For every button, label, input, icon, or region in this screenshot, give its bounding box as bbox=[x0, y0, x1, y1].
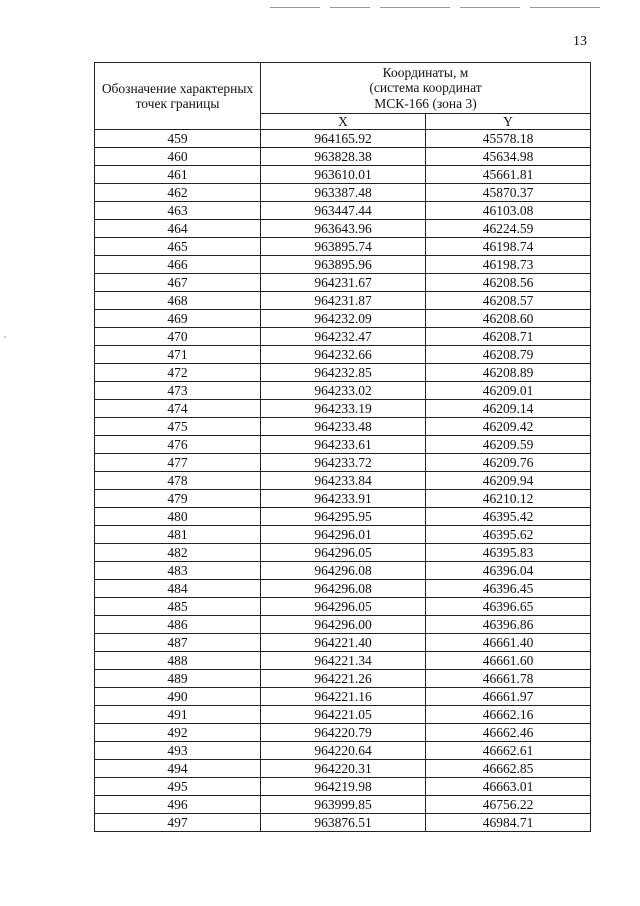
y-coordinate-cell: 46662.61 bbox=[426, 742, 591, 760]
x-coordinate-cell: 964233.61 bbox=[261, 436, 426, 454]
table-row bbox=[95, 742, 591, 760]
y-coordinate-cell: 46663.01 bbox=[426, 778, 591, 796]
y-coordinate-cell: 46224.59 bbox=[426, 220, 591, 238]
header-rule bbox=[530, 7, 600, 8]
x-coordinate-cell: 963876.51 bbox=[261, 814, 426, 832]
y-coordinate-cell: 46208.60 bbox=[426, 310, 591, 328]
point-id-cell: 490 bbox=[95, 688, 261, 706]
table-row bbox=[95, 544, 591, 562]
x-coordinate-cell: 963828.38 bbox=[261, 148, 426, 166]
x-coordinate-cell: 964233.02 bbox=[261, 382, 426, 400]
y-coordinate-cell: 46395.62 bbox=[426, 526, 591, 544]
y-coordinate-cell: 46662.46 bbox=[426, 724, 591, 742]
point-id-cell: 459 bbox=[95, 130, 261, 148]
y-coordinate-cell: 45634.98 bbox=[426, 148, 591, 166]
point-id-cell: 465 bbox=[95, 238, 261, 256]
x-coordinate-cell: 964220.31 bbox=[261, 760, 426, 778]
y-coordinate-cell: 46662.16 bbox=[426, 706, 591, 724]
y-coordinate-cell: 46395.83 bbox=[426, 544, 591, 562]
table-row bbox=[95, 238, 591, 256]
y-coordinate-cell: 46208.57 bbox=[426, 292, 591, 310]
point-id-cell: 476 bbox=[95, 436, 261, 454]
point-id-cell: 478 bbox=[95, 472, 261, 490]
point-id-cell: 484 bbox=[95, 580, 261, 598]
point-id-cell: 475 bbox=[95, 418, 261, 436]
header-coordinates-line: МСК-166 (зона 3) bbox=[374, 95, 477, 111]
table-row bbox=[95, 634, 591, 652]
y-coordinate-cell: 46396.04 bbox=[426, 562, 591, 580]
x-coordinate-cell: 964232.09 bbox=[261, 310, 426, 328]
point-id-cell: 481 bbox=[95, 526, 261, 544]
header-x: X bbox=[261, 114, 426, 130]
y-coordinate-cell: 46208.89 bbox=[426, 364, 591, 382]
table-row bbox=[95, 202, 591, 220]
point-id-cell: 460 bbox=[95, 148, 261, 166]
header-coordinates-line: (система координат bbox=[369, 80, 482, 96]
x-coordinate-cell: 963895.74 bbox=[261, 238, 426, 256]
x-coordinate-cell: 964233.19 bbox=[261, 400, 426, 418]
header-rule bbox=[330, 7, 370, 8]
table-row bbox=[95, 454, 591, 472]
y-coordinate-cell: 46661.78 bbox=[426, 670, 591, 688]
table-row bbox=[95, 796, 591, 814]
table-row bbox=[95, 580, 591, 598]
point-id-cell: 488 bbox=[95, 652, 261, 670]
point-id-cell: 493 bbox=[95, 742, 261, 760]
point-id-cell: 494 bbox=[95, 760, 261, 778]
x-coordinate-cell: 964295.95 bbox=[261, 508, 426, 526]
x-coordinate-cell: 964220.79 bbox=[261, 724, 426, 742]
point-id-cell: 489 bbox=[95, 670, 261, 688]
table-row bbox=[95, 526, 591, 544]
point-id-cell: 473 bbox=[95, 382, 261, 400]
y-coordinate-cell: 46209.94 bbox=[426, 472, 591, 490]
point-id-cell: 477 bbox=[95, 454, 261, 472]
table-body bbox=[95, 130, 591, 832]
y-coordinate-cell: 45870.37 bbox=[426, 184, 591, 202]
point-id-cell: 497 bbox=[95, 814, 261, 832]
x-coordinate-cell: 964233.48 bbox=[261, 418, 426, 436]
x-coordinate-cell: 964165.92 bbox=[261, 130, 426, 148]
x-coordinate-cell: 963447.44 bbox=[261, 202, 426, 220]
point-id-cell: 479 bbox=[95, 490, 261, 508]
header-rule bbox=[380, 7, 450, 8]
x-coordinate-cell: 964296.05 bbox=[261, 544, 426, 562]
page-number: 13 bbox=[573, 34, 587, 49]
table-row bbox=[95, 706, 591, 724]
x-coordinate-cell: 964296.01 bbox=[261, 526, 426, 544]
table-row bbox=[95, 400, 591, 418]
table-row bbox=[95, 778, 591, 796]
table-row bbox=[95, 274, 591, 292]
point-id-cell: 474 bbox=[95, 400, 261, 418]
table-row bbox=[95, 652, 591, 670]
y-coordinate-cell: 46395.42 bbox=[426, 508, 591, 526]
y-coordinate-cell: 46756.22 bbox=[426, 796, 591, 814]
table-row bbox=[95, 130, 591, 148]
point-id-cell: 492 bbox=[95, 724, 261, 742]
point-id-cell: 482 bbox=[95, 544, 261, 562]
table-row bbox=[95, 364, 591, 382]
y-coordinate-cell: 46208.56 bbox=[426, 274, 591, 292]
y-coordinate-cell: 46198.73 bbox=[426, 256, 591, 274]
table-row bbox=[95, 184, 591, 202]
table-row bbox=[95, 436, 591, 454]
table-row bbox=[95, 724, 591, 742]
x-coordinate-cell: 964221.16 bbox=[261, 688, 426, 706]
table-row bbox=[95, 310, 591, 328]
table-row bbox=[95, 598, 591, 616]
x-coordinate-cell: 963999.85 bbox=[261, 796, 426, 814]
x-coordinate-cell: 964233.91 bbox=[261, 490, 426, 508]
point-id-cell: 471 bbox=[95, 346, 261, 364]
header-point-designation: Обозначение характерных точек границы bbox=[95, 63, 261, 130]
x-coordinate-cell: 963643.96 bbox=[261, 220, 426, 238]
x-coordinate-cell: 964232.66 bbox=[261, 346, 426, 364]
y-coordinate-cell: 46209.59 bbox=[426, 436, 591, 454]
table-row bbox=[95, 256, 591, 274]
y-coordinate-cell: 46661.60 bbox=[426, 652, 591, 670]
y-coordinate-cell: 46396.45 bbox=[426, 580, 591, 598]
coordinates-table bbox=[94, 62, 591, 832]
y-coordinate-cell: 46661.40 bbox=[426, 634, 591, 652]
table-row bbox=[95, 490, 591, 508]
y-coordinate-cell: 46208.71 bbox=[426, 328, 591, 346]
x-coordinate-cell: 964231.87 bbox=[261, 292, 426, 310]
point-id-cell: 480 bbox=[95, 508, 261, 526]
y-coordinate-cell: 46198.74 bbox=[426, 238, 591, 256]
point-id-cell: 462 bbox=[95, 184, 261, 202]
y-coordinate-cell: 46210.12 bbox=[426, 490, 591, 508]
x-coordinate-cell: 964221.40 bbox=[261, 634, 426, 652]
y-coordinate-cell: 46396.86 bbox=[426, 616, 591, 634]
y-coordinate-cell: 45578.18 bbox=[426, 130, 591, 148]
x-coordinate-cell: 964220.64 bbox=[261, 742, 426, 760]
table-row bbox=[95, 472, 591, 490]
x-coordinate-cell: 964232.47 bbox=[261, 328, 426, 346]
x-coordinate-cell: 963387.48 bbox=[261, 184, 426, 202]
y-coordinate-cell: 46661.97 bbox=[426, 688, 591, 706]
y-coordinate-cell: 46662.85 bbox=[426, 760, 591, 778]
x-coordinate-cell: 964296.08 bbox=[261, 580, 426, 598]
point-id-cell: 487 bbox=[95, 634, 261, 652]
header-rule bbox=[460, 7, 520, 8]
point-id-cell: 470 bbox=[95, 328, 261, 346]
x-coordinate-cell: 964233.84 bbox=[261, 472, 426, 490]
table-row bbox=[95, 328, 591, 346]
x-coordinate-cell: 964296.08 bbox=[261, 562, 426, 580]
point-id-cell: 466 bbox=[95, 256, 261, 274]
y-coordinate-cell: 46103.08 bbox=[426, 202, 591, 220]
point-id-cell: 485 bbox=[95, 598, 261, 616]
table-row bbox=[95, 814, 591, 832]
y-coordinate-cell: 46209.01 bbox=[426, 382, 591, 400]
table-row bbox=[95, 688, 591, 706]
x-coordinate-cell: 963610.01 bbox=[261, 166, 426, 184]
table-row bbox=[95, 670, 591, 688]
x-coordinate-cell: 964219.98 bbox=[261, 778, 426, 796]
table-row bbox=[95, 148, 591, 166]
point-id-cell: 463 bbox=[95, 202, 261, 220]
table-row bbox=[95, 616, 591, 634]
point-id-cell: 491 bbox=[95, 706, 261, 724]
table-row bbox=[95, 346, 591, 364]
x-coordinate-cell: 964221.05 bbox=[261, 706, 426, 724]
table-row bbox=[95, 220, 591, 238]
y-coordinate-cell: 46396.65 bbox=[426, 598, 591, 616]
x-coordinate-cell: 964231.67 bbox=[261, 274, 426, 292]
point-id-cell: 464 bbox=[95, 220, 261, 238]
point-id-cell: 469 bbox=[95, 310, 261, 328]
header-rule bbox=[270, 7, 320, 8]
table-row bbox=[95, 382, 591, 400]
table-row bbox=[95, 418, 591, 436]
table-row bbox=[95, 562, 591, 580]
point-id-cell: 483 bbox=[95, 562, 261, 580]
x-coordinate-cell: 964221.34 bbox=[261, 652, 426, 670]
point-id-cell: 467 bbox=[95, 274, 261, 292]
table-row bbox=[95, 760, 591, 778]
header-coordinates bbox=[261, 63, 591, 114]
y-coordinate-cell: 46209.14 bbox=[426, 400, 591, 418]
x-coordinate-cell: 964221.26 bbox=[261, 670, 426, 688]
y-coordinate-cell: 45661.81 bbox=[426, 166, 591, 184]
point-id-cell: 461 bbox=[95, 166, 261, 184]
point-id-cell: 468 bbox=[95, 292, 261, 310]
y-coordinate-cell: 46209.76 bbox=[426, 454, 591, 472]
table-row bbox=[95, 166, 591, 184]
x-coordinate-cell: 964296.05 bbox=[261, 598, 426, 616]
point-id-cell: 496 bbox=[95, 796, 261, 814]
point-id-cell: 486 bbox=[95, 616, 261, 634]
y-coordinate-cell: 46208.79 bbox=[426, 346, 591, 364]
x-coordinate-cell: 964233.72 bbox=[261, 454, 426, 472]
y-coordinate-cell: 46984.71 bbox=[426, 814, 591, 832]
table-row bbox=[95, 292, 591, 310]
x-coordinate-cell: 963895.96 bbox=[261, 256, 426, 274]
header-coordinates-line: Координаты, м bbox=[382, 64, 469, 80]
x-coordinate-cell: 964232.85 bbox=[261, 364, 426, 382]
table-row bbox=[95, 508, 591, 526]
margin-mark bbox=[4, 336, 6, 338]
point-id-cell: 495 bbox=[95, 778, 261, 796]
x-coordinate-cell: 964296.00 bbox=[261, 616, 426, 634]
y-coordinate-cell: 46209.42 bbox=[426, 418, 591, 436]
point-id-cell: 472 bbox=[95, 364, 261, 382]
header-y: Y bbox=[426, 114, 591, 130]
